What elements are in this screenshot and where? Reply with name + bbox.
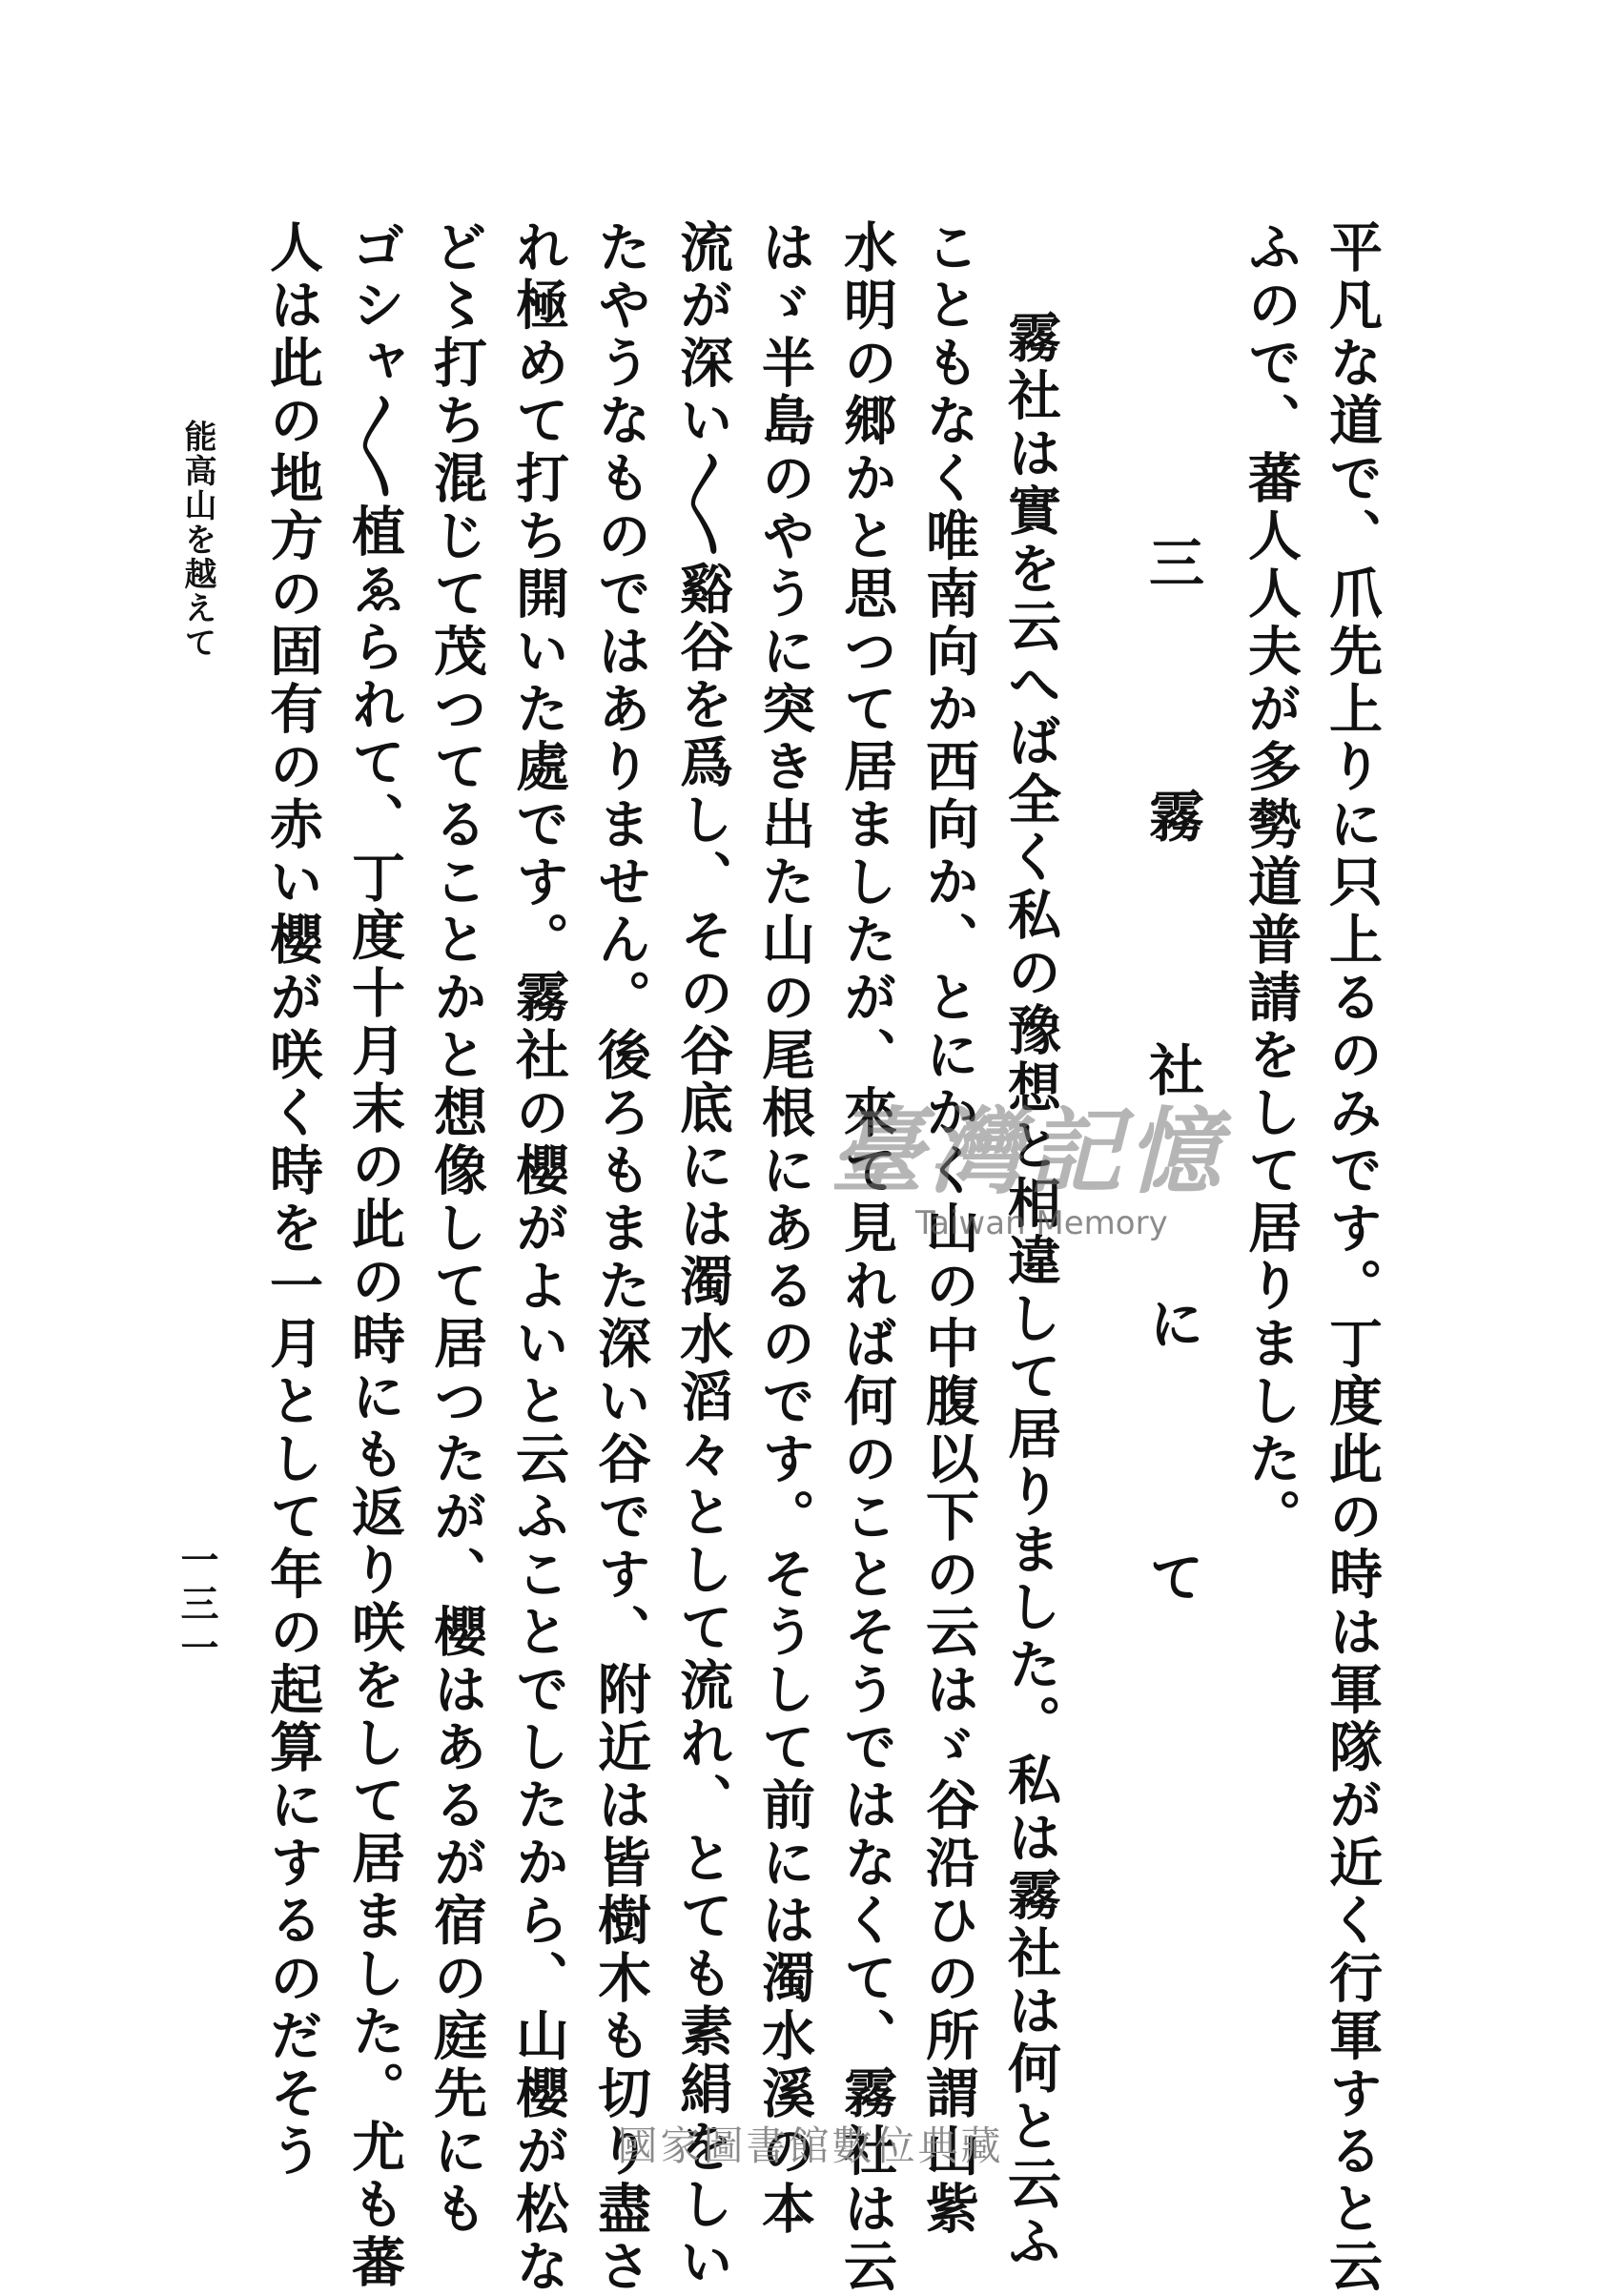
watermark-english-text: Taiwan Memory [915, 1204, 1168, 1242]
text-column-3: 霧社は實を云へば全く私の豫想と相違して居りました。私は霧社は何と云ふ [999, 310, 1062, 2271]
text-column-2: ふので、蕃人人夫が多勢道普請をして居りました。 [1240, 219, 1303, 1547]
text-column-6: はゞ半島のやうに突き出た山の尾根にあるのです。そうして前には濁水溪の本 [753, 219, 816, 2239]
text-column-4: こともなく唯南向か西向か、とにかく山の中腹以下の云はゞ谷沿ひの所謂山紫 [917, 219, 980, 2239]
text-column-8: たやうなものではありません。後ろもまた深い谷です、附近は皆樹木も切り盡さ [589, 219, 652, 2296]
watermark-logo [830, 1097, 1278, 1249]
page-number: 一三一 [174, 1540, 219, 1671]
text-column-9: れ極めて打ち開いた處です。霧社の櫻がよいと云ふことでしたから、山櫻が松な [507, 219, 570, 2296]
text-column-1: 平凡な道で、爪先上りに只上るのみです。丁度此の時は軍隊が近く行軍すると云 [1321, 219, 1384, 2296]
text-column-11: ゴシャ〳〵植ゑられて、丁度十月末の此の時にも返り咲をして居ました。尤も蕃 [343, 219, 406, 2292]
section-heading: 三 霧 社 に て [1139, 534, 1204, 1671]
text-column-10: ど〻打ち混じて茂つてることかと想像して居つたが、櫻はあるが宿の庭先にも [425, 219, 488, 2239]
watermark-cjk-text: 臺灣記憶 [830, 1097, 1227, 1207]
text-column-7: 流が深い〳〵谿谷を爲し、その谷底には濁水滔々として流れ、とても素絹をしい [671, 219, 734, 2292]
text-column-12: 人は此の地方の固有の赤い櫻が咲く時を一月として年の起算にするのだそう [261, 219, 324, 2181]
running-title: 能高山を越えて [178, 420, 216, 660]
footer-attribution: 國家圖書館數位典藏 [617, 2122, 1004, 2169]
text-column-5: 水明の郷かと思つて居ましたが、來て見れば何のことそうではなくて、霧社は云 [835, 219, 898, 2296]
